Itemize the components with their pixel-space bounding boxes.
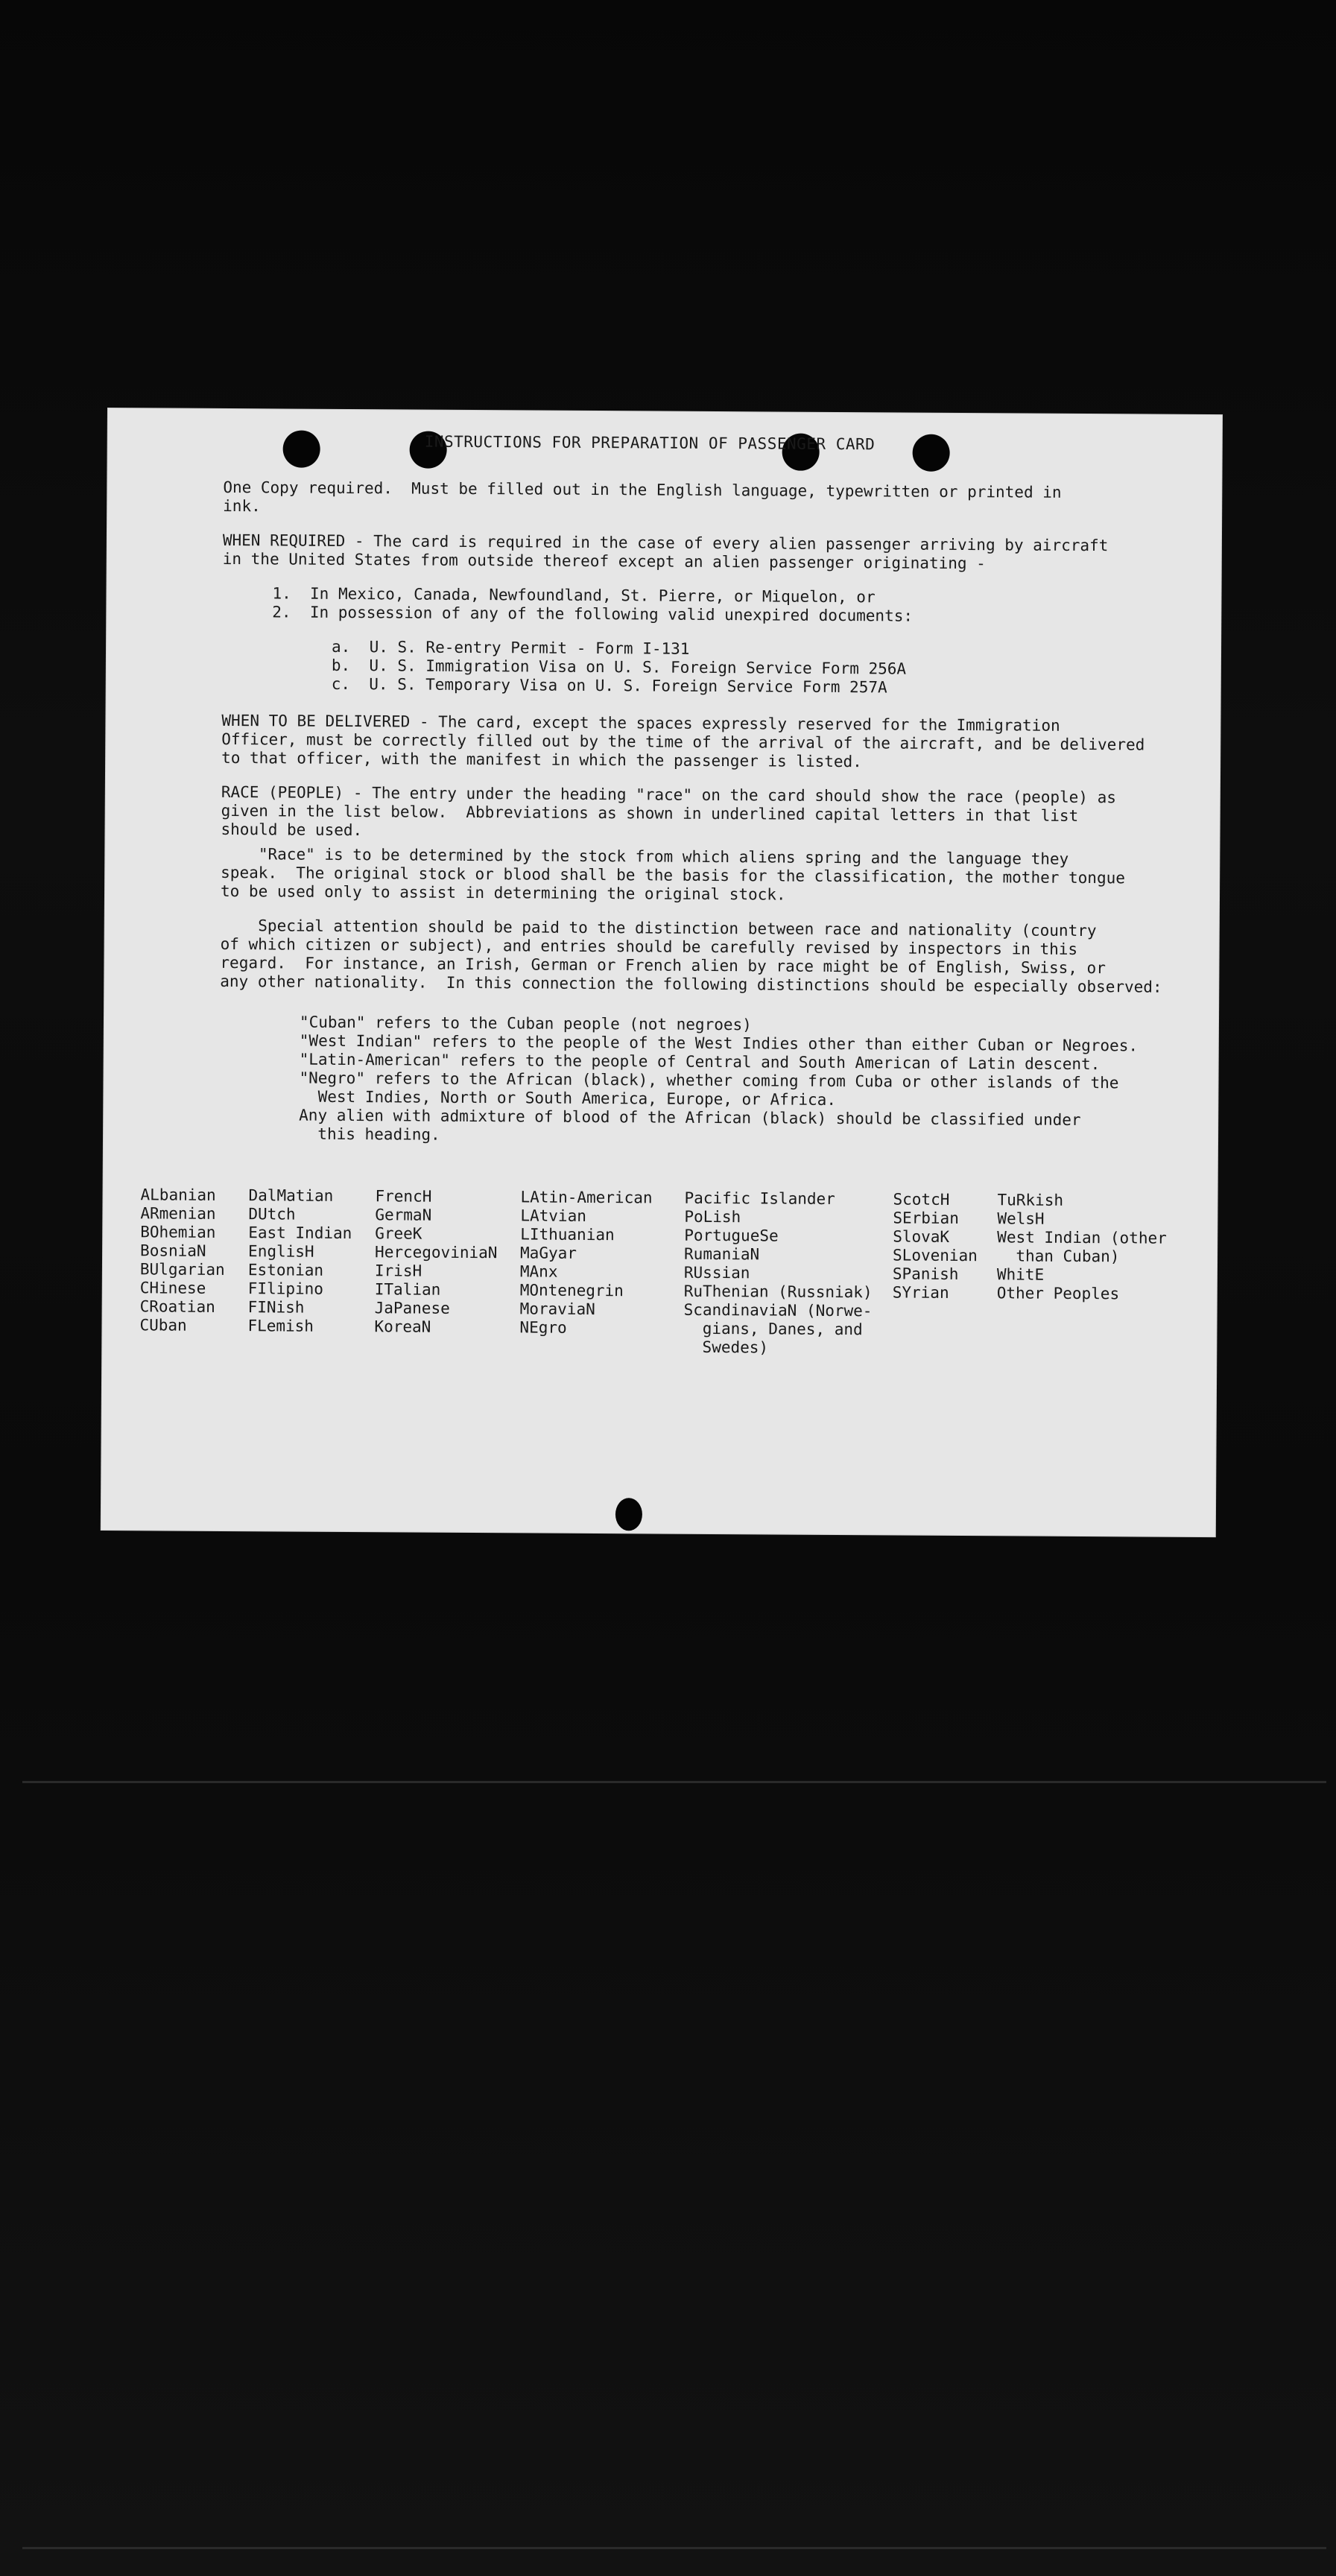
- distinction-line: "Latin-American" refers to the people of Central and South American of Latin descent.: [299, 1050, 1101, 1074]
- race-entry: DalMatian: [248, 1186, 334, 1205]
- paragraph-line: to that officer, with the manifest in which the passenger is listed.: [221, 748, 862, 771]
- race-entry: PoLish: [684, 1207, 741, 1227]
- race-entry: MAnx: [519, 1262, 558, 1281]
- race-entry: SErbian: [893, 1209, 959, 1227]
- race-entry: KoreaN: [374, 1317, 431, 1336]
- race-entry: WelsH: [997, 1209, 1045, 1228]
- paragraph-line: RACE (PEOPLE) - The entry under the heading "race" on the card should show the race (people) as: [221, 782, 1117, 807]
- race-entry: ITalian: [374, 1280, 441, 1299]
- distinction-line: West Indies, North or South America, Europe, or Africa.: [299, 1087, 837, 1109]
- distinction-line: "Negro" refers to the African (black), whether coming from Cuba or other islands of the: [299, 1069, 1119, 1092]
- race-entry: Other Peoples: [996, 1284, 1120, 1303]
- document-item: c. U. S. Temporary Visa on U. S. Foreign Service Form 257A: [331, 674, 887, 697]
- document-item: b. U. S. Immigration Visa on U. S. Foreign Service Form 256A: [331, 656, 907, 678]
- race-entry: FIlipino: [247, 1279, 324, 1298]
- paragraph-line: should be used.: [221, 820, 363, 840]
- page-title: INSTRUCTIONS FOR PREPARATION OF PASSENGER CARD: [424, 432, 876, 454]
- race-entry: MoraviaN: [519, 1300, 595, 1319]
- race-entry: JaPanese: [374, 1299, 450, 1317]
- film-divider: [22, 1781, 1326, 1783]
- paragraph-line: to be used only to assist in determining the original stock.: [220, 882, 786, 904]
- paragraph-line: WHEN TO BE DELIVERED - The card, except the spaces expressly reserved for the Immigration: [221, 711, 1060, 735]
- race-column-3: [374, 1187, 498, 1337]
- race-entry: HercegoviniaN: [375, 1243, 498, 1262]
- list-item: 2. In possession of any of the following valid unexpired documents:: [272, 603, 914, 625]
- race-entry: RumaniaN: [684, 1244, 760, 1264]
- race-entry: RUssian: [683, 1263, 750, 1282]
- film-edge: [22, 2547, 1326, 2549]
- race-entry: MaGyar: [520, 1244, 577, 1262]
- paragraph-line: One Copy required. Must be filled out in the English language, typewritten or printed in: [223, 478, 1062, 501]
- paragraph-line: Officer, must be correctly filled out by the time of the arrival of the aircraft, and be delivered: [221, 730, 1145, 754]
- race-entry: BosniaN: [140, 1241, 206, 1260]
- paragraph-line: Special attention should be paid to the distinction between race and nationality (country: [220, 916, 1097, 940]
- race-entry: Estonian: [247, 1261, 324, 1279]
- instruction-sheet: [101, 408, 1222, 1537]
- race-entry: TuRkish: [997, 1191, 1064, 1209]
- race-entry: LAtvian: [520, 1206, 586, 1225]
- race-entry: GreeK: [375, 1224, 422, 1243]
- paragraph-line: in the United States from outside thereof except an alien passenger originating -: [222, 549, 986, 573]
- distinction-line: "Cuban" refers to the Cuban people (not negroes): [299, 1013, 752, 1034]
- race-entry: BOhemian: [140, 1223, 216, 1241]
- race-entry: ScandinaviaN (Norwe-: [683, 1300, 873, 1320]
- race-entry: BUlgarian: [139, 1260, 225, 1279]
- paragraph-line: regard. For instance, an Irish, German or French alien by race might be of English, Swiss, or: [220, 953, 1106, 978]
- race-entry: IrisH: [374, 1262, 422, 1280]
- race-entry: gians, Danes, and: [683, 1319, 863, 1339]
- race-entry: MOntenegrin: [519, 1281, 624, 1300]
- race-entry: SLovenian: [893, 1246, 978, 1265]
- race-column-6: [893, 1190, 978, 1303]
- race-entry: ALbanian: [140, 1186, 216, 1204]
- paragraph-line: speak. The original stock or blood shall be the basis for the classification, the mother tongue: [221, 863, 1125, 887]
- race-entry: WhitE: [996, 1265, 1045, 1284]
- race-column-7: [997, 1191, 1167, 1303]
- race-entry: SPanish: [892, 1265, 959, 1283]
- paragraph-line: WHEN REQUIRED - The card is required in the case of every alien passenger arriving by aircraft: [222, 531, 1109, 555]
- race-entry: Pacific Islander: [684, 1189, 835, 1208]
- race-entry: Swedes): [683, 1338, 769, 1357]
- race-entry: West Indian (other: [997, 1228, 1167, 1247]
- document-text: [101, 408, 1222, 1537]
- race-entry: than Cuban): [997, 1247, 1120, 1266]
- distinction-line: this heading.: [298, 1124, 440, 1144]
- race-entry: FLemish: [247, 1317, 314, 1335]
- race-column-4: [519, 1188, 652, 1338]
- race-entry: FrencH: [375, 1187, 432, 1206]
- paragraph-line: "Race" is to be determined by the stock from which aliens spring and the language they: [221, 844, 1069, 868]
- race-entry: CUban: [139, 1316, 187, 1335]
- paragraph-line: given in the list below. Abbreviations as shown in underlined capital letters in that list: [221, 801, 1079, 825]
- race-entry: DUtch: [248, 1205, 296, 1224]
- paragraph-line: ink.: [223, 496, 261, 516]
- distinction-line: Any alien with admixture of blood of the African (black) should be classified under: [299, 1106, 1081, 1129]
- race-entry: East Indian: [248, 1224, 352, 1243]
- race-column-1: [139, 1186, 225, 1335]
- paragraph-line: any other nationality. In this connection the following distinctions should be especially observed:: [220, 972, 1162, 996]
- race-entry: PortugueSe: [684, 1226, 779, 1245]
- distinction-line: "West Indian" refers to the people of the West Indies other than either Cuban or Negroes.: [299, 1031, 1139, 1055]
- race-entry: SlovaK: [893, 1227, 950, 1246]
- race-entry: ScotcH: [893, 1190, 950, 1209]
- race-entry: LAtin-American: [520, 1188, 653, 1207]
- race-entry: FINish: [247, 1298, 305, 1317]
- race-entry: NEgro: [519, 1318, 567, 1337]
- race-entry: ARmenian: [140, 1204, 216, 1223]
- race-entry: GermaN: [375, 1206, 432, 1224]
- race-column-2: [247, 1186, 352, 1336]
- race-column-5: [683, 1189, 873, 1358]
- race-entry: SYrian: [892, 1283, 949, 1302]
- document-item: a. U. S. Re-entry Permit - Form I-131: [331, 637, 690, 658]
- race-entry: RuThenian (Russniak): [683, 1282, 873, 1302]
- race-entry: CHinese: [139, 1279, 206, 1297]
- race-entry: CRoatian: [139, 1297, 215, 1316]
- list-item: 1. In Mexico, Canada, Newfoundland, St. Pierre, or Miquelon, or: [272, 584, 876, 607]
- paragraph-line: of which citizen or subject), and entries should be carefully revised by inspectors in this: [220, 934, 1078, 958]
- race-entry: EnglisH: [248, 1242, 314, 1261]
- race-entry: LIthuanian: [520, 1225, 615, 1244]
